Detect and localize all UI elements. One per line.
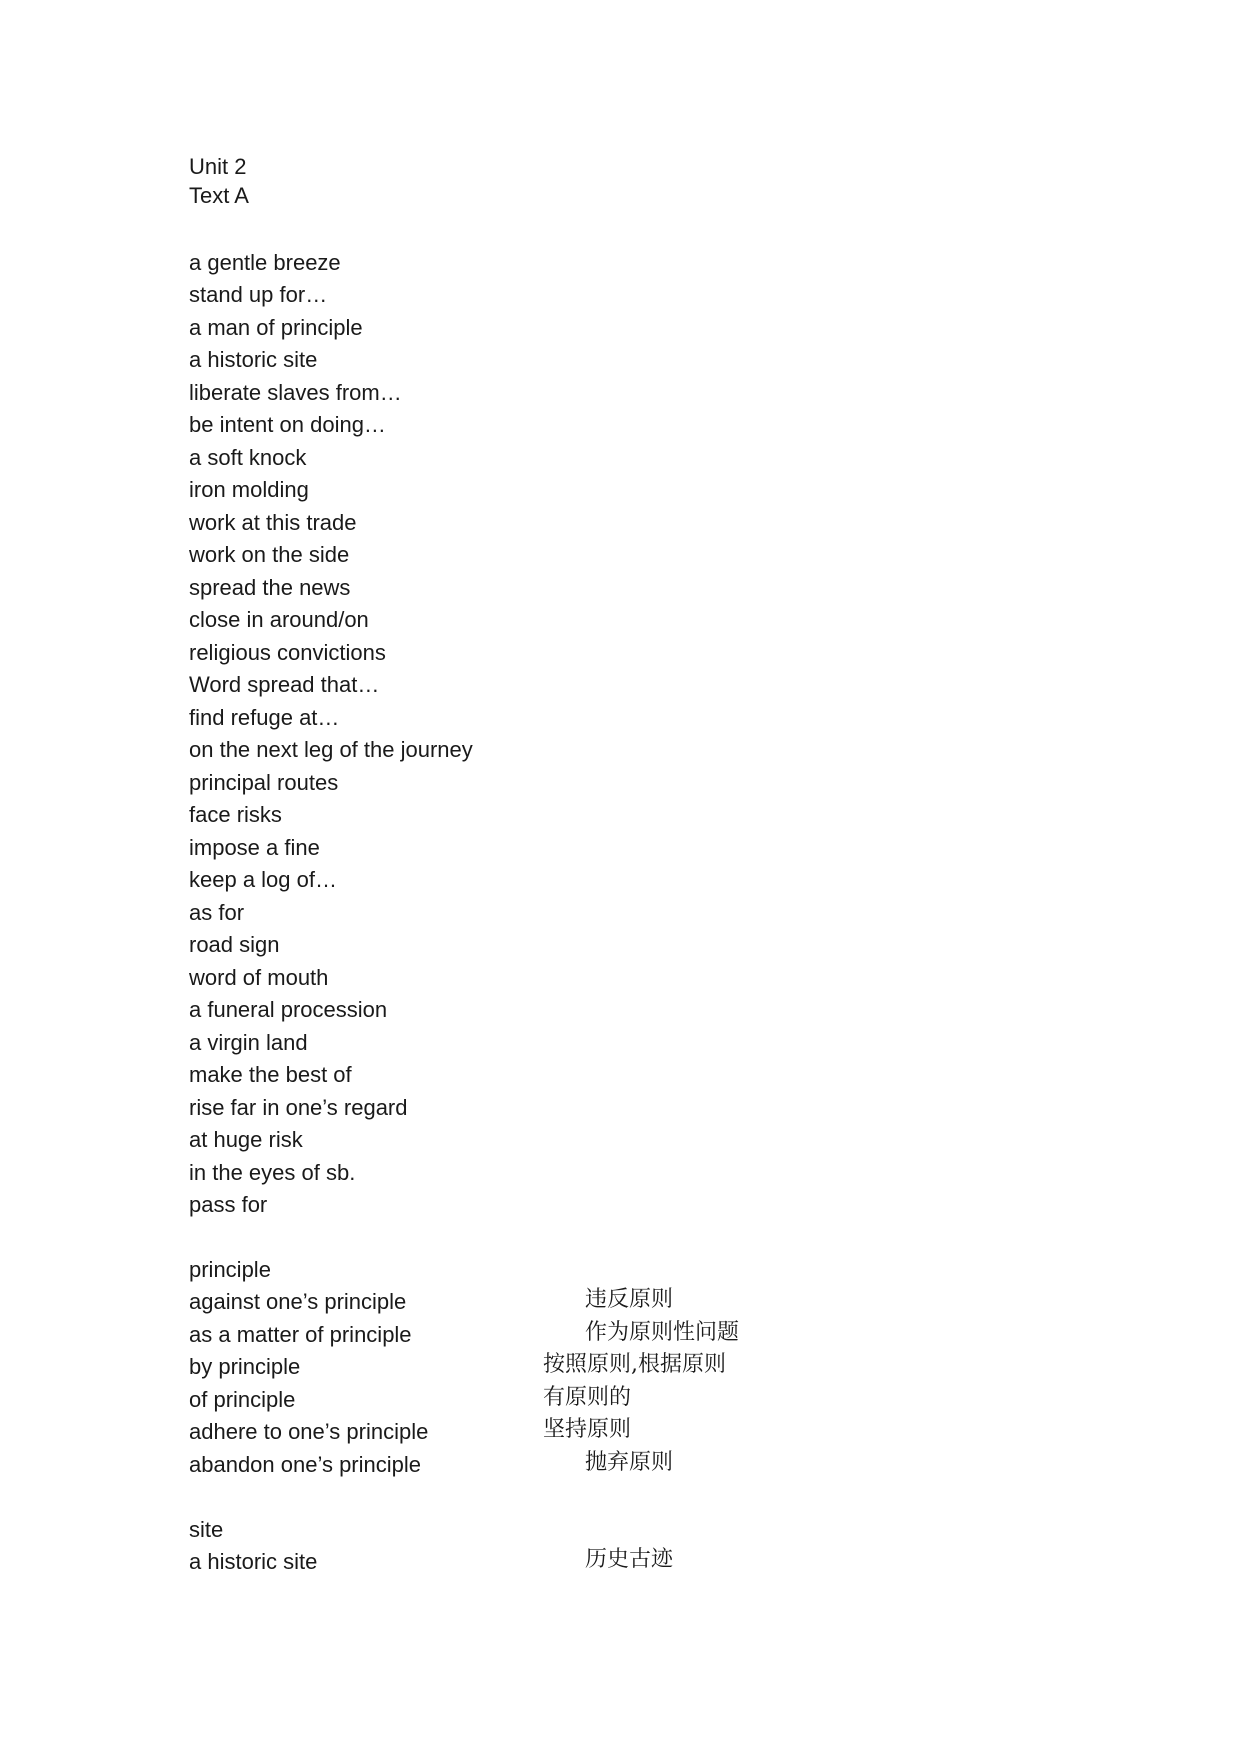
phrase-item: close in around/on (189, 607, 369, 632)
phrase-item: word of mouth (189, 965, 329, 990)
phrase-item: rise far in one’s regard (189, 1095, 408, 1120)
unit-title: Unit 2 (189, 154, 247, 179)
phrase-item: a virgin land (189, 1030, 308, 1055)
phrase-item: as for (189, 900, 245, 925)
phrase-item: pass for (189, 1192, 268, 1217)
phrase-item: impose a fine (189, 835, 320, 860)
entry-chinese: 有原则的 (543, 1385, 632, 1410)
phrase-item: iron molding (189, 477, 309, 502)
phrase-item: be intent on doing… (189, 412, 386, 437)
phrase-item: at huge risk (189, 1127, 303, 1152)
phrase-item: a funeral procession (189, 997, 388, 1022)
entry-english: abandon one’s principle (189, 1452, 421, 1477)
phrase-item: road sign (189, 932, 280, 957)
entry-english: by principle (189, 1354, 301, 1379)
entry-chinese: 历史古迹 (585, 1547, 674, 1572)
phrase-item: find refuge at… (189, 705, 340, 730)
section-heading-site: site (189, 1517, 224, 1542)
entry-chinese: 坚持原则 (543, 1417, 632, 1442)
phrase-item: principal routes (189, 770, 339, 795)
phrase-item: face risks (189, 802, 282, 827)
phrase-item: stand up for… (189, 282, 328, 307)
entry-chinese: 作为原则性问题 (585, 1320, 740, 1345)
entry-english: adhere to one’s principle (189, 1419, 429, 1444)
phrase-item: spread the news (189, 575, 351, 600)
phrase-item: a soft knock (189, 445, 307, 470)
phrase-item: a man of principle (189, 315, 363, 340)
phrase-item: work at this trade (189, 510, 357, 535)
phrase-item: religious convictions (189, 640, 386, 665)
entry-chinese: 违反原则 (585, 1287, 674, 1312)
section-heading-principle: principle (189, 1257, 271, 1282)
text-title: Text A (189, 183, 249, 208)
phrase-item: make the best of (189, 1062, 352, 1087)
phrase-item: a historic site (189, 347, 318, 372)
phrase-item: keep a log of… (189, 867, 337, 892)
entry-english: a historic site (189, 1549, 318, 1574)
entry-english: as a matter of principle (189, 1322, 412, 1347)
phrase-item: in the eyes of sb. (189, 1160, 356, 1185)
entry-chinese: 按照原则,根据原则 (543, 1352, 726, 1377)
entry-chinese: 抛弃原则 (585, 1450, 674, 1475)
phrase-item: a gentle breeze (189, 250, 341, 275)
entry-english: of principle (189, 1387, 296, 1412)
phrase-item: work on the side (189, 542, 350, 567)
entry-english: against one’s principle (189, 1289, 407, 1314)
phrase-item: liberate slaves from… (189, 380, 402, 405)
phrase-item: Word spread that… (189, 672, 380, 697)
phrase-item: on the next leg of the journey (189, 737, 473, 762)
